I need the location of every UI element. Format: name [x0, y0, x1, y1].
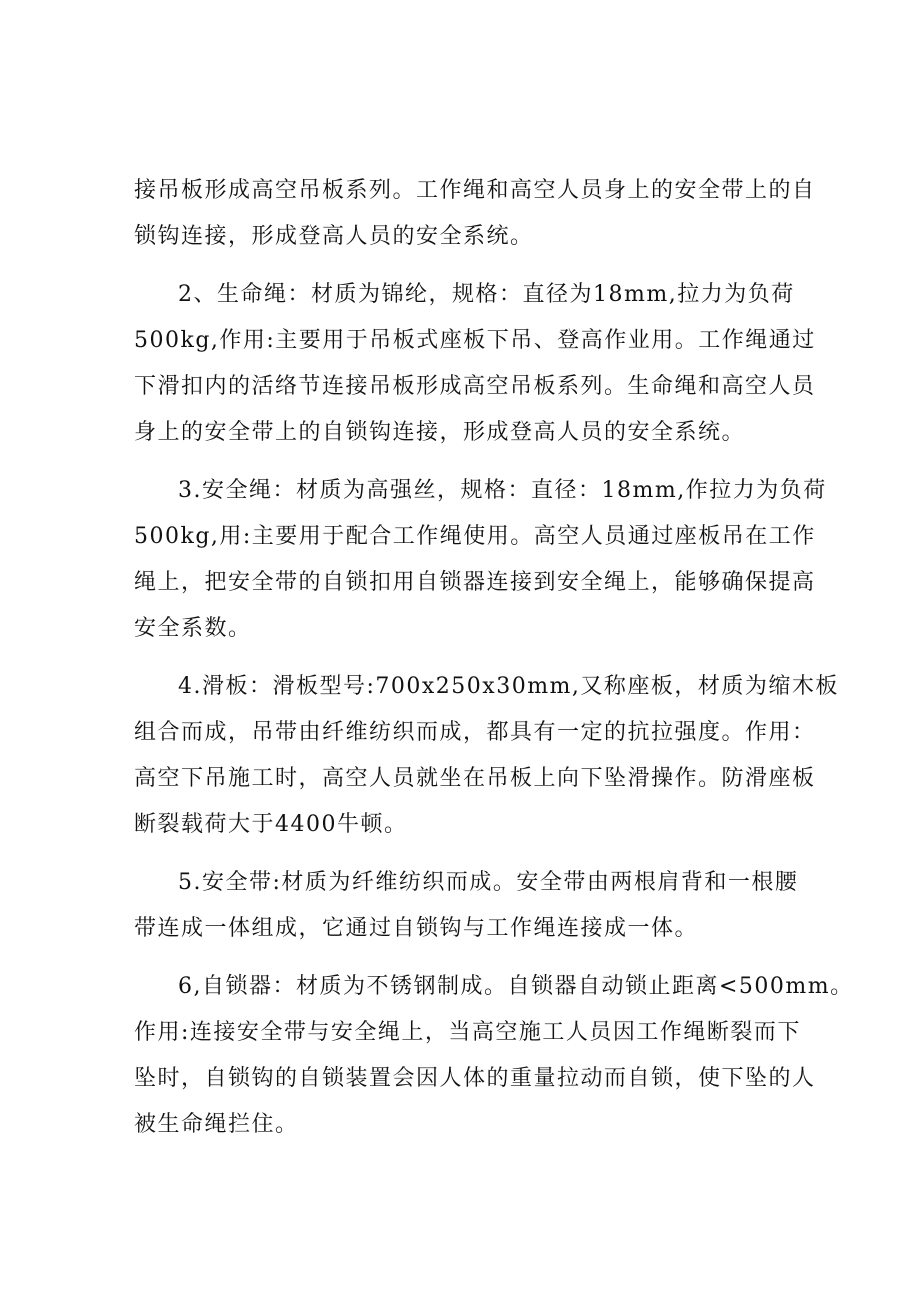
text-line: 带连成一体组成，它通过自锁钩与工作绳连接成一体。	[134, 916, 699, 941]
text-line: 接吊板形成高空吊板系列。工作绳和高空人员身上的安全带上的自	[134, 178, 816, 203]
text-line: 500kg,作用:主要用于吊板式座板下吊、登高作业用。工作绳通过	[134, 328, 816, 353]
text-line: 组合而成，吊带由纤维纺织而成，都具有一定的抗拉强度。作用：	[134, 720, 816, 745]
text-line: 锁钩连接，形成登高人员的安全系统。	[134, 224, 534, 249]
document-body	[134, 168, 854, 1160]
text-line: 4.滑板：滑板型号:700x250x30mm,又称座板，材质为缩木板	[178, 674, 839, 699]
text-line: 500kg,用:主要用于配合工作绳使用。高空人员通过座板吊在工作	[134, 524, 816, 549]
text-line: 绳上，把安全带的自锁扣用自锁器连接到安全绳上，能够确保提高	[134, 570, 816, 595]
text-line: 2、生命绳：材质为锦纶，规格：直径为18mm,拉力为负荷	[178, 282, 795, 307]
text-line: 高空下吊施工时，高空人员就坐在吊板上向下坠滑操作。防滑座板	[134, 766, 816, 791]
text-line: 坠时，自锁钩的自锁装置会因人体的重量拉动而自锁，使下坠的人	[134, 1066, 816, 1091]
text-line: 断裂载荷大于4400牛顿。	[134, 812, 408, 837]
paragraph-self-locker	[134, 964, 854, 1148]
text-line: 3.安全绳：材质为高强丝，规格：直径：18mm,作拉力为负荷	[178, 478, 827, 503]
text-line: 身上的安全带上的自锁钩连接，形成登高人员的安全系统。	[134, 420, 746, 445]
paragraph-sliding-board	[134, 664, 839, 848]
text-line: 作用:连接安全带与安全绳上，当高空施工人员因工作绳断裂而下	[134, 1020, 801, 1045]
text-line: 6,自锁器：材质为不锈钢制成。自锁器自动锁止距离<500mm。	[178, 974, 854, 999]
paragraph-safety-rope	[134, 468, 827, 652]
text-line: 被生命绳拦住。	[134, 1112, 299, 1137]
text-line: 安全系数。	[134, 616, 252, 641]
text-line: 5.安全带:材质为纤维纺织而成。安全带由两根肩背和一根腰	[178, 870, 799, 895]
paragraph-safety-belt	[134, 860, 798, 952]
paragraph-continuation	[134, 168, 816, 260]
text-line: 下滑扣内的活络节连接吊板形成高空吊板系列。生命绳和高空人员	[134, 374, 816, 399]
paragraph-life-rope	[134, 272, 816, 456]
